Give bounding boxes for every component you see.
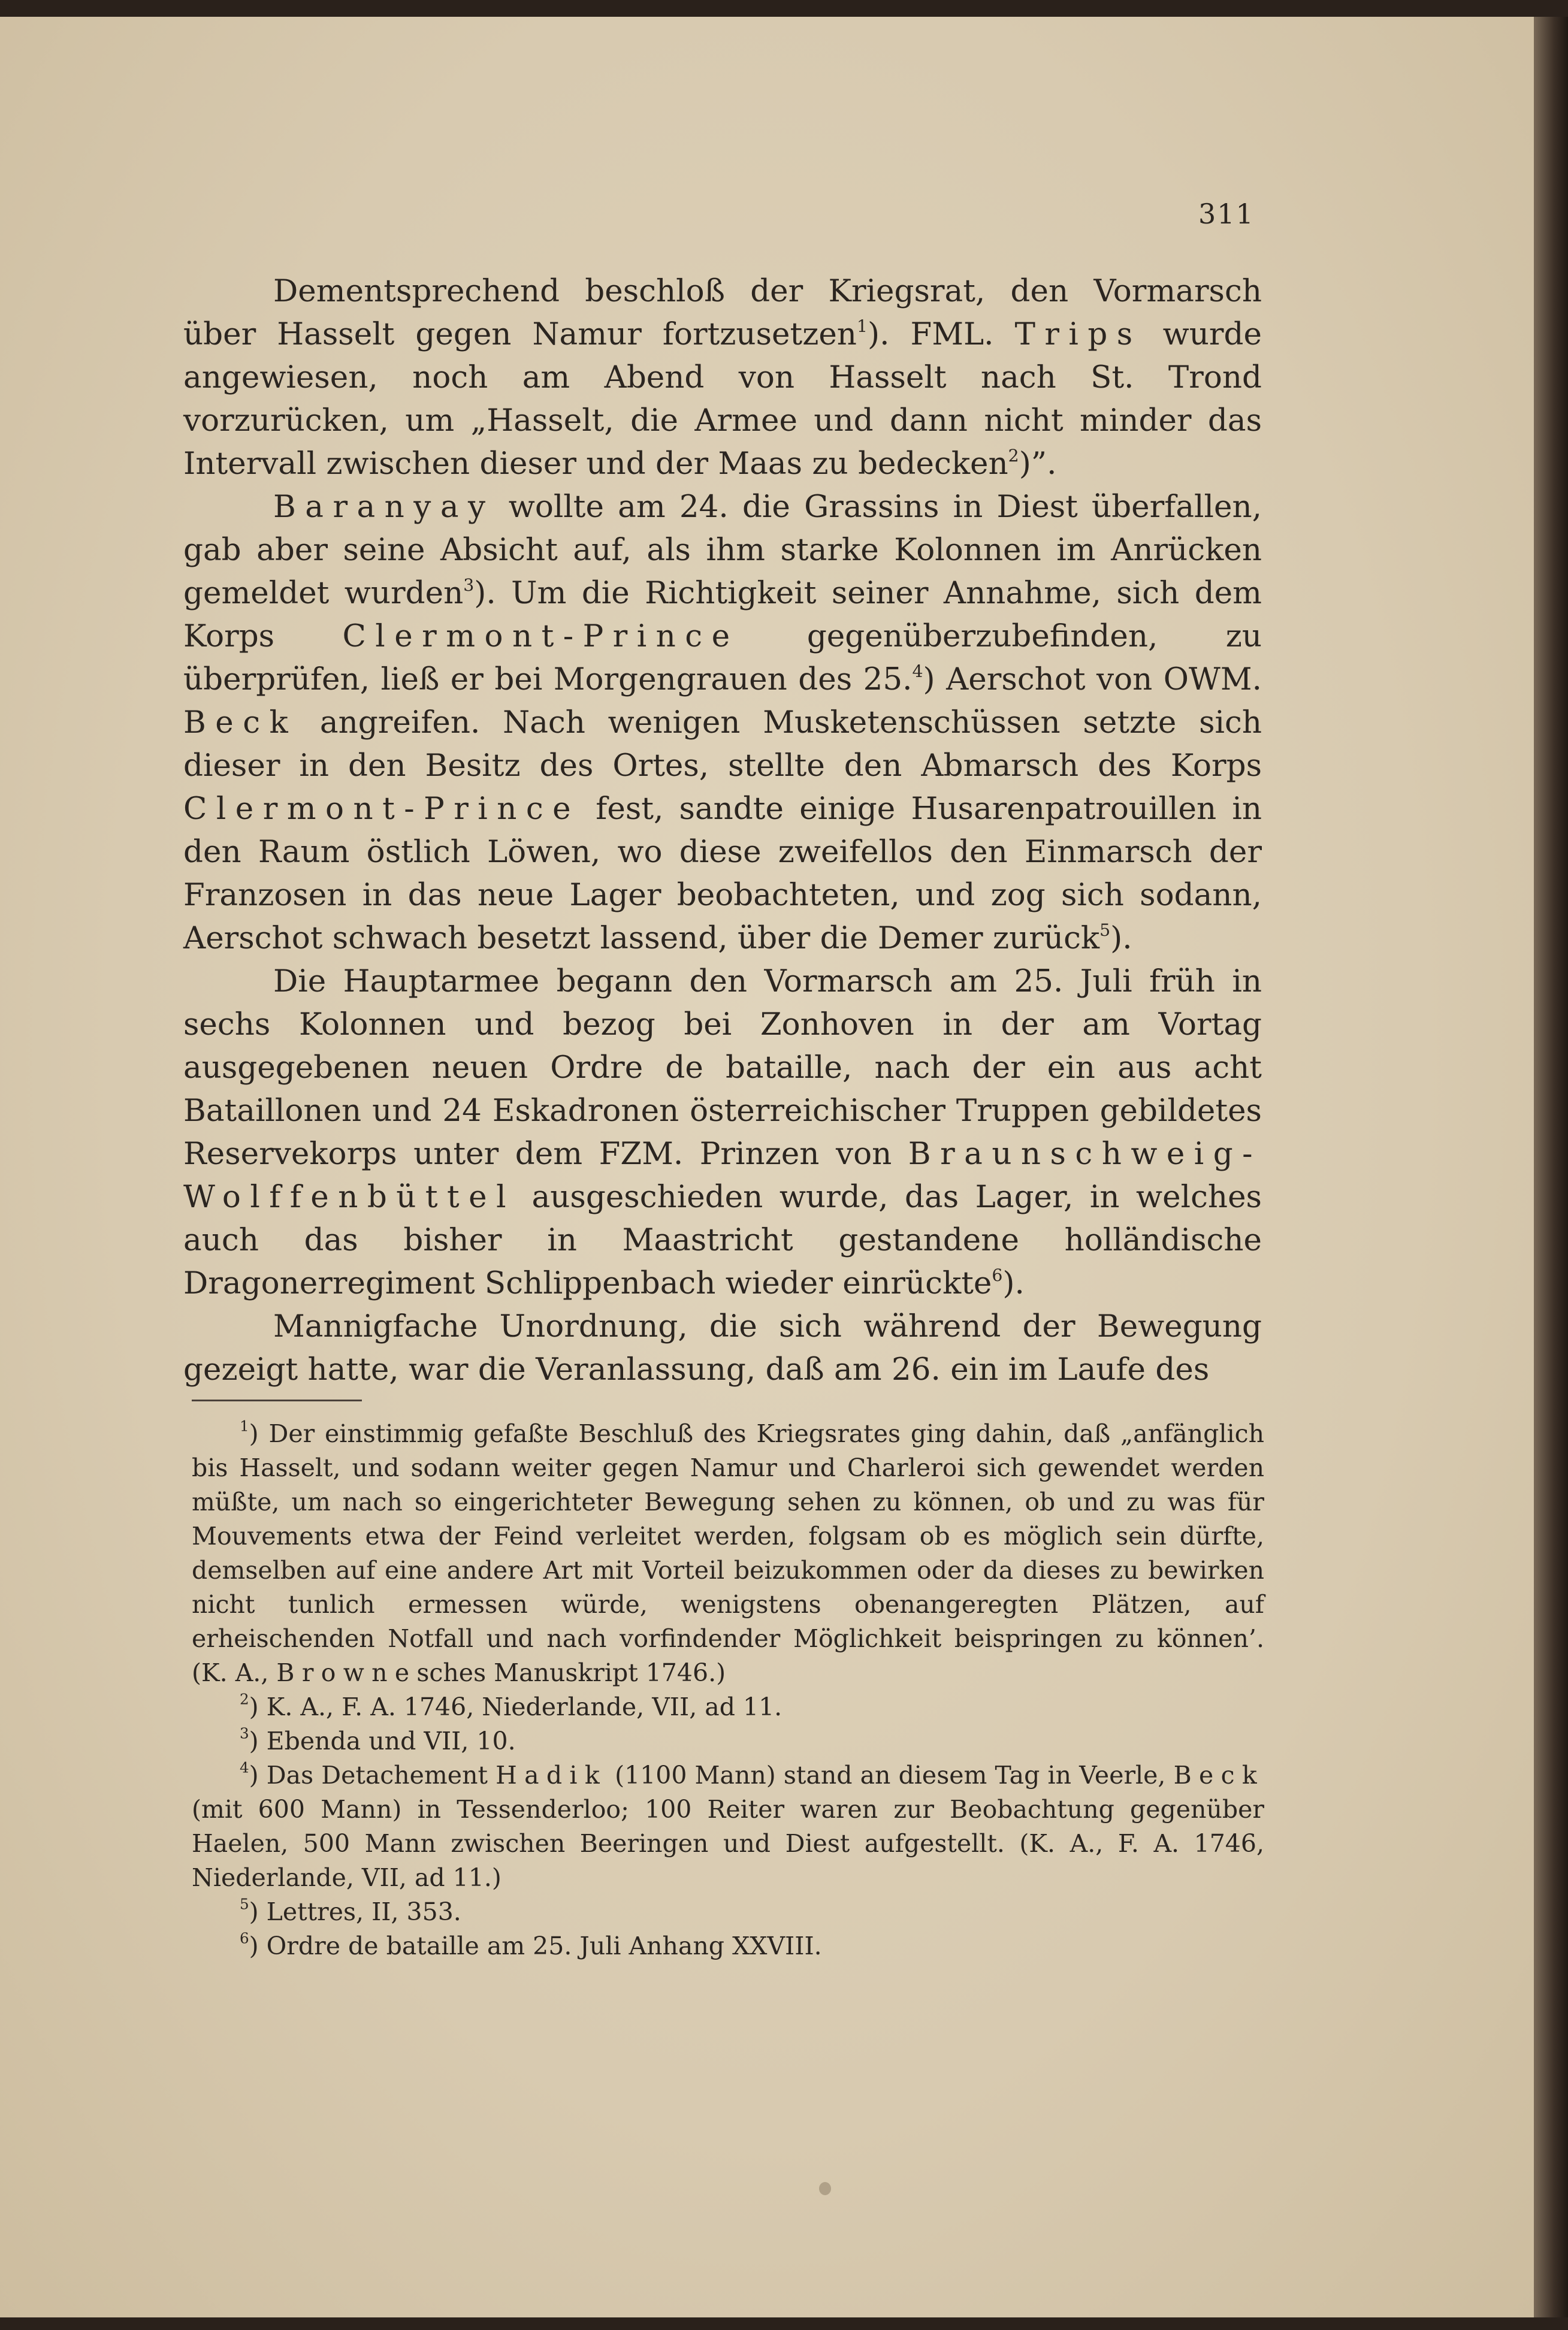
text-run: wurde angewiesen, noch am Abend von Hasselt nach St. Trond vorzurücken, um „Hasselt, die Armee und dann nicht minder das Intervall zwischen dieser und der Maas zu bedecken: [183, 316, 1262, 482]
text-run: ) Der einstimmig gefaßte Beschluß des Kriegsrates ging dahin, daß „anfänglich bis Hasselt, und sodann weiter gegen Namur und Charleroi sich gewendet werden müßte, um nach so eingerichteter Bewegung sehen zu können, ob und zu was für Mouvements etwa der Feind verleitet werden, folgsam ob es möglich sein dürfte, demselben auf eine andere Art mit Vorteil beizukommen oder da dieses zu bewirken nicht tunlich ermessen würde, wenigstens obenangeregten Plätzen, auf erheischenden Notfall und nach vorfindender Möglichkeit beispringen zu können’. (K. A.,: [192, 1419, 1264, 1687]
footnote: [192, 1895, 1264, 1929]
footnote: [192, 1758, 1264, 1895]
footnote: [192, 1690, 1264, 1724]
footnote-divider: [192, 1400, 362, 1401]
text-run: ) Lettres, II, 353.: [249, 1897, 461, 1926]
text-run: Dementsprechend beschloß der Kriegsrat, den Vormarsch über Hasselt gegen Namur fortzusetzen: [183, 273, 1262, 352]
footnote-marker: 3: [463, 575, 475, 595]
spaced-name: Baranyay: [273, 489, 495, 525]
footnote-marker: 2: [240, 1690, 249, 1708]
spaced-name: Braunschweig-Wolffenbüttel: [183, 1136, 1262, 1215]
paragraph: [183, 1305, 1262, 1391]
footnote: [192, 1417, 1264, 1690]
spaced-name: Trips: [1014, 316, 1142, 352]
spaced-name: Clermont-Prince: [342, 618, 739, 654]
footnote-marker: 2: [1008, 445, 1019, 466]
page-number: 311: [1198, 198, 1255, 230]
footnote-marker: 1: [856, 316, 868, 336]
ink-spot: [819, 2182, 831, 2195]
text-run: ) Aerschot von OWM.: [923, 661, 1262, 697]
footnote-marker: 3: [240, 1724, 249, 1742]
text-run: wollte am 24. die Grassins in Diest überfallen, gab aber seine Absicht auf, als ihm starke Kolonnen im Anrücken gemeldet wurden: [183, 489, 1262, 611]
page-edge: [1534, 17, 1568, 2317]
footnote-marker: 6: [992, 1265, 1003, 1285]
text-run: ) Ordre de bataille am 25. Juli Anhang XXVIII.: [249, 1932, 822, 1960]
footnote-marker: 6: [240, 1929, 249, 1947]
main-text: [183, 270, 1262, 1391]
text-run: ) K. A., F. A. 1746, Niederlande, VII, ad 11.: [249, 1693, 783, 1721]
spaced-name: Clermont-Prince: [183, 791, 581, 827]
text-run: ). Um die Richtigkeit seiner Annahme, sich dem Korps: [183, 575, 1262, 654]
paragraph: [183, 960, 1262, 1305]
footnote: [192, 1724, 1264, 1758]
text-run: (1100 Mann) stand an diesem Tag in Veerle,: [606, 1761, 1174, 1790]
footnote-marker: 4: [240, 1758, 249, 1776]
footnote-marker: 1: [240, 1417, 249, 1435]
text-run: (mit 600 Mann) in Tessenderloo; 100 Reiter waren zur Beobachtung gegenüber Haelen, 500 Mann zwischen Beeringen und Diest aufgestellt. (K. A., F. A. 1746, Niederlande, VII, ad 11.): [192, 1795, 1264, 1892]
text-run: sches Manuskript 1746.): [416, 1658, 726, 1687]
text-run: Mannigfache Unordnung, die sich während der Bewegung gezeigt hatte, war die Veranlassung, daß am 26. ein im Laufe des: [183, 1308, 1262, 1388]
text-run: ). FML.: [868, 316, 1015, 352]
text-run: gegenüberzubefinden, zu überprüfen, ließ er bei Morgengrauen des 25.: [183, 618, 1262, 697]
text-run: )”.: [1019, 446, 1057, 482]
spaced-name: Beck: [183, 705, 298, 741]
text-run: angreifen. Nach wenigen Musketenschüssen setzte sich dieser in den Besitz des Ortes, stellte den Abmarsch des Korps: [183, 705, 1262, 784]
footnote-marker: 4: [912, 661, 923, 681]
paragraph: [183, 270, 1262, 485]
text-run: ) Das Detachement: [249, 1761, 496, 1790]
spaced-name: Hadik: [496, 1761, 607, 1790]
footnote: [192, 1929, 1264, 1963]
footnote-marker: 5: [1099, 920, 1111, 940]
text-run: fest, sandte einige Husarenpatrouillen in den Raum östlich Löwen, wo diese zweifellos den Einmarsch der Franzosen in das neue Lager beobachteten, und zog sich sodann, Aerschot schwach besetzt lassend, über die Demer zurück: [183, 791, 1262, 956]
spaced-name: Beck: [1173, 1761, 1264, 1790]
footnote-marker: 5: [240, 1895, 249, 1913]
paragraph: [183, 485, 1262, 960]
footnotes: [192, 1417, 1264, 1963]
text-run: Die Hauptarmee begann den Vormarsch am 25. Juli früh in sechs Kolonnen und bezog bei Zonhoven in der am Vortag ausgegebenen neuen Ordre de bataille, nach der ein aus acht Bataillonen und 24 Eskadronen österreichischer Truppen gebildetes Reservekorps unter dem FZM. Prinzen von: [183, 963, 1262, 1172]
text-run: ).: [1110, 920, 1132, 956]
spaced-name: Browne: [276, 1658, 417, 1687]
text-run: ausgeschieden wurde, das Lager, in welches auch das bisher in Maastricht gestandene holländische Dragonerregiment Schlippenbach wieder einrückte: [183, 1179, 1262, 1301]
text-run: ).: [1002, 1265, 1025, 1301]
text-run: ) Ebenda und VII, 10.: [249, 1727, 516, 1755]
